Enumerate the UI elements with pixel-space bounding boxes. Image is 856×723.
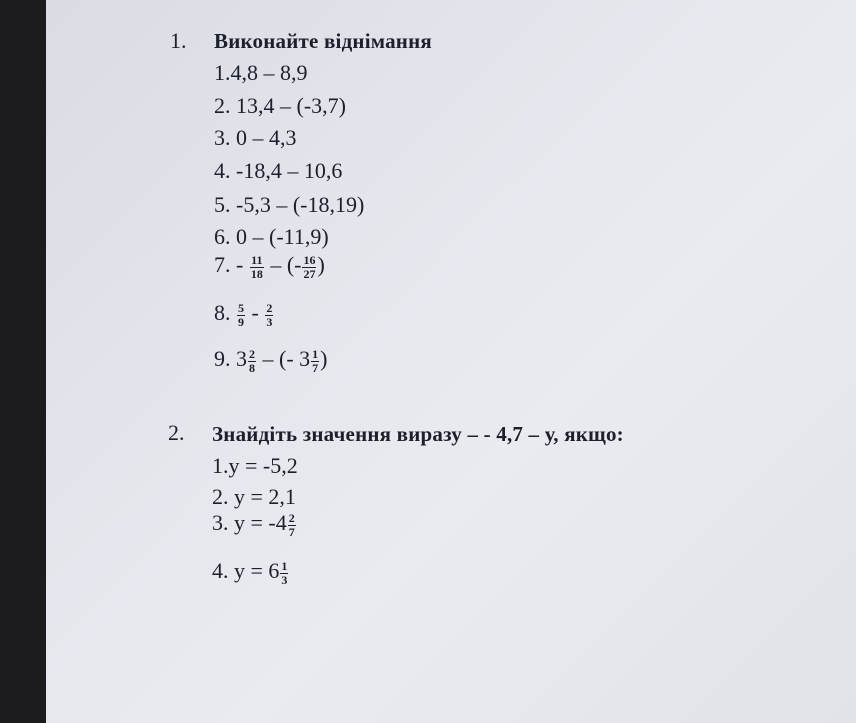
task2-number: 2.	[168, 420, 185, 445]
task2-item4-label: 4. у = 6	[212, 558, 280, 584]
task2-item4-fraction	[280, 560, 288, 586]
item7-minus-sign: -	[236, 252, 244, 278]
item9-label: 9.	[214, 346, 231, 372]
item9-close-paren: )	[320, 346, 328, 372]
task2-item3-label: 3. у = -4	[212, 510, 287, 536]
task1-item-8	[214, 302, 274, 328]
task2-item3-fraction	[288, 512, 296, 538]
task1-title: Виконайте віднімання	[214, 29, 432, 53]
item7-operator: –	[270, 252, 282, 278]
task1-item-6: 6. 0 – (-11,9)	[214, 224, 329, 249]
item7-fraction-b-numerator: 16	[303, 253, 316, 267]
task1-item-7	[214, 254, 325, 280]
task2-item3-numerator: 2	[288, 511, 295, 525]
task1-item-1: 1.4,8 – 8,9	[214, 60, 308, 85]
item8-fraction-a	[237, 302, 245, 328]
task2-item-4	[212, 560, 289, 586]
task1-number: 1.	[170, 28, 187, 53]
item9-fraction-b-numerator: 1	[312, 347, 319, 361]
item8-fraction-b-numerator: 2	[266, 301, 273, 315]
item7-close-paren: )	[317, 252, 325, 278]
item7-fraction-a-numerator: 11	[251, 253, 263, 267]
item9-operator: –	[262, 346, 274, 372]
item9-fraction-a	[248, 348, 256, 374]
task1-item-9	[214, 348, 327, 374]
task2-item-3	[212, 512, 297, 538]
task2-item-2: 2. у = 2,1	[212, 484, 296, 509]
worksheet-paper	[46, 0, 856, 723]
task1-item-3: 3. 0 – 4,3	[214, 125, 297, 150]
item9-whole-a: 3	[236, 346, 247, 372]
item9-fraction-a-denominator: 8	[249, 360, 255, 375]
item7-fraction-a	[250, 254, 264, 280]
task2-item4-denominator: 3	[281, 572, 288, 587]
task2-item4-numerator: 1	[281, 559, 288, 573]
task2-item-1: 1.у = -5,2	[212, 453, 298, 478]
item7-fraction-a-denominator: 18	[250, 266, 263, 281]
item8-fraction-b	[265, 302, 273, 328]
item8-fraction-a-denominator: 9	[238, 314, 244, 329]
item9-fraction-b	[311, 348, 319, 374]
task1-item-5: 5. -5,3 – (-18,19)	[214, 192, 365, 217]
item8-operator: -	[251, 300, 259, 326]
item7-fraction-b	[302, 254, 316, 280]
task1-item-2: 2. 13,4 – (-3,7)	[214, 93, 346, 118]
item8-label: 8.	[214, 300, 231, 326]
item8-fraction-b-denominator: 3	[266, 314, 273, 329]
item8-fraction-a-numerator: 5	[238, 301, 244, 315]
item7-open-paren: (-	[286, 252, 302, 278]
item9-open-paren: (- 3	[279, 346, 311, 372]
item9-fraction-a-numerator: 2	[249, 347, 255, 361]
item7-fraction-b-denominator: 27	[303, 266, 316, 281]
task1-item-4: 4. -18,4 – 10,6	[214, 158, 343, 183]
task2-item3-denominator: 7	[288, 524, 295, 539]
item9-fraction-b-denominator: 7	[312, 360, 319, 375]
item7-label: 7.	[214, 252, 231, 278]
task2-title: Знайдіть значення виразу – - 4,7 – у, якщо:	[212, 422, 624, 446]
